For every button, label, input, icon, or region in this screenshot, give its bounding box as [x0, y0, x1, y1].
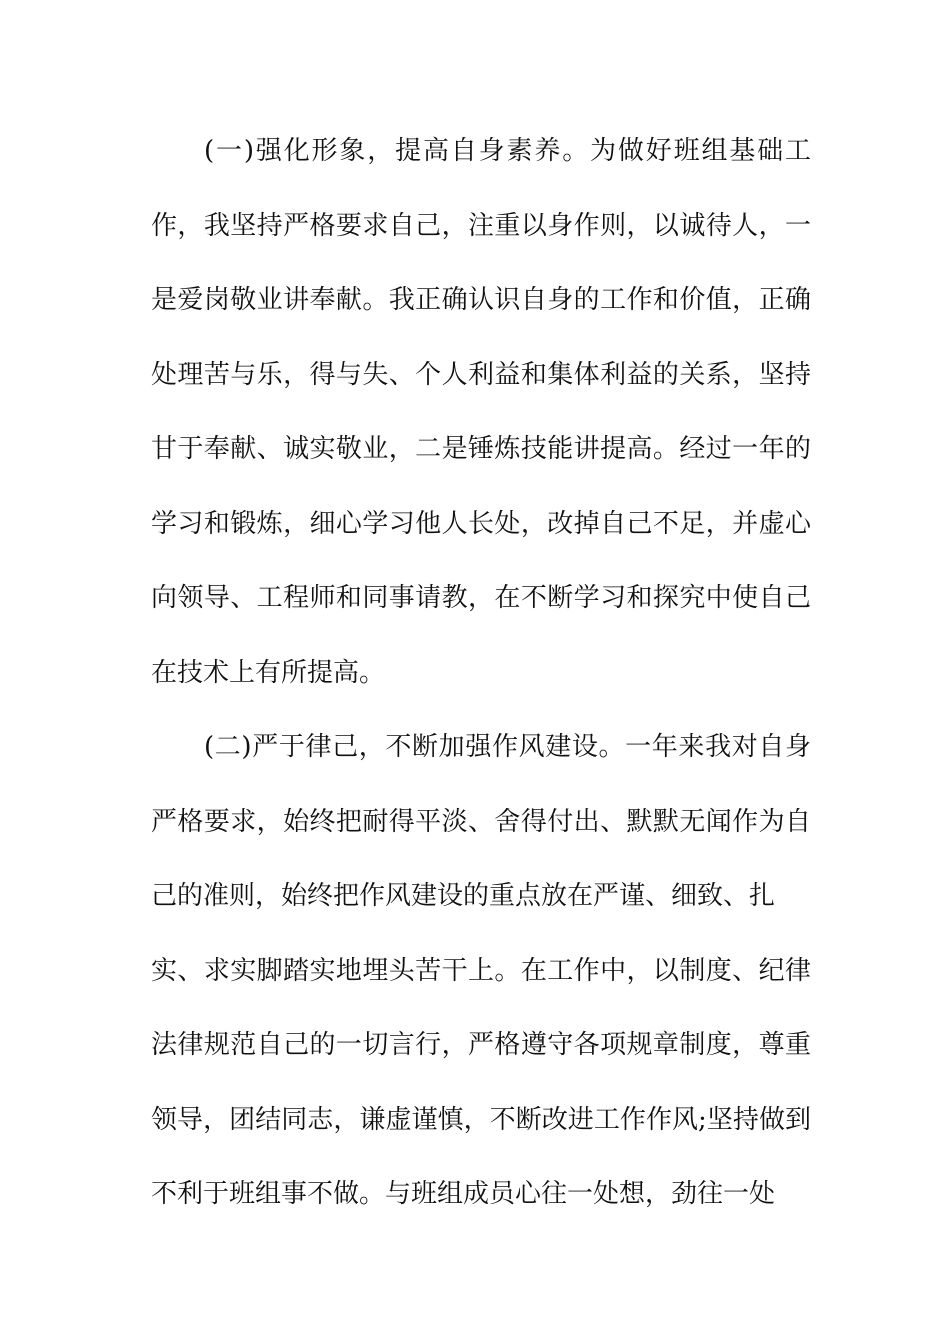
text-line: 在技术上有所提高。	[151, 658, 386, 688]
text-line: 学习和锻炼，细心学习他人长处，改掉自己不足，并虚心	[151, 509, 811, 539]
text-line: 是爱岗敬业讲奉献。我正确认识自身的工作和价值，正确	[151, 285, 811, 315]
text-line: 处理苦与乐，得与失、个人利益和集体利益的关系，坚持	[151, 360, 811, 390]
text-line: 甘于奉献、诚实敬业，二是锤炼技能讲提高。经过一年的	[151, 434, 811, 464]
text-line: 领导，团结同志，谦虚谨慎，不断改进工作作风;坚持做到	[151, 1105, 811, 1135]
text-line: 向领导、工程师和同事请教，在不断学习和探究中使自己	[151, 583, 811, 613]
text-line: 严格要求，始终把耐得平淡、舍得付出、默默无闻作为自	[151, 807, 811, 837]
text-line: 不利于班组事不做。与班组成员心往一处想，劲往一处	[151, 1179, 776, 1209]
text-line: (二)严于律己，不断加强作风建设。一年来我对自身	[204, 732, 811, 762]
text-line: 实、求实脚踏实地埋头苦干上。在工作中，以制度、纪律	[151, 956, 811, 986]
text-line: 作，我坚持严格要求自己，注重以身作则，以诚待人，一	[151, 211, 811, 241]
text-line: 法律规范自己的一切言行，严格遵守各项规章制度，尊重	[151, 1030, 811, 1060]
text-line: (一)强化形象，提高自身素养。为做好班组基础工	[204, 136, 811, 166]
text-line: 己的准则，始终把作风建设的重点放在严谨、细致、扎	[151, 881, 776, 911]
